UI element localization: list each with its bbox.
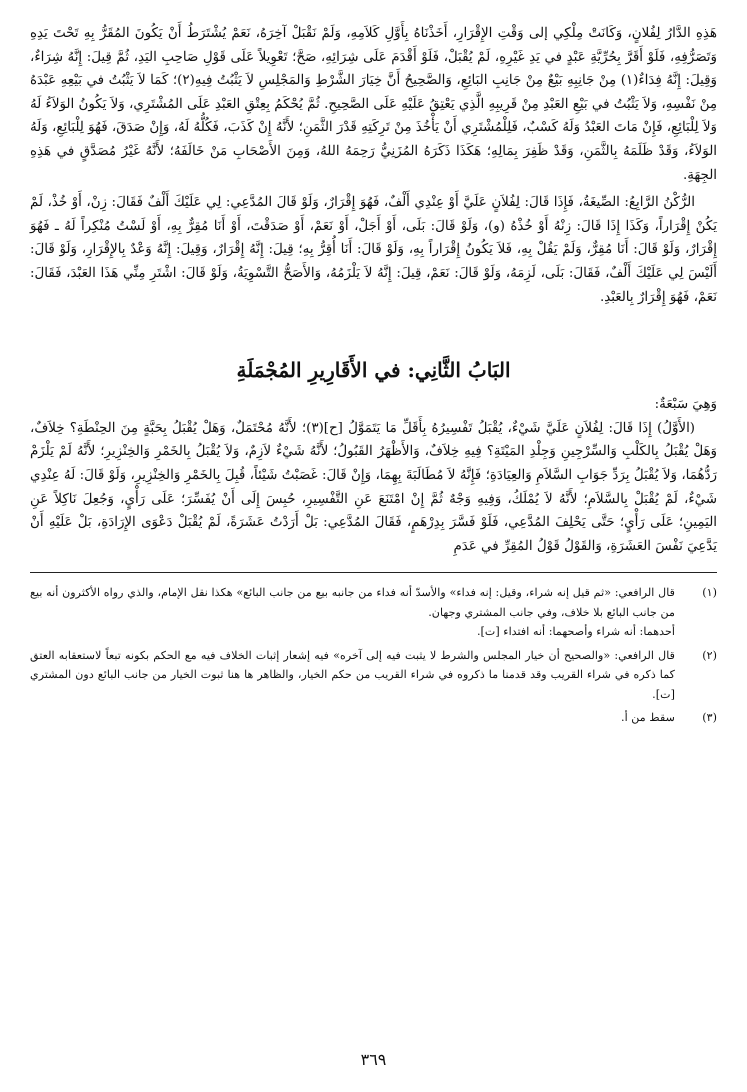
footnote-number: (١): [702, 586, 717, 600]
chapter-title: البَابُ الثَّانِي: في الأَقَارِيرِ المُجْمَلَةِ: [236, 358, 511, 383]
footnote-line: سقط من أ.: [621, 711, 675, 725]
footnote-2: [30, 646, 717, 705]
footnote-3: [30, 708, 717, 728]
footnote-number: (٢): [702, 648, 717, 662]
footnote-number: (٣): [702, 711, 717, 725]
footnote-divider: [30, 572, 717, 573]
main-text: [30, 22, 717, 309]
chapter-intro: وَهِيَ سَبْعَةٌ:: [654, 397, 717, 413]
footnote-line: قال الرافعي: «والصحيح أن خيار المجلس والشرط لا يثبت فيه إلى آخره» فيه إشعار إثبات الخلاف فيه مع الحكم بكونه تبعاً لاستعقابه العتق كما ذكره في شراء القريب وقد قدمنا ما ذكروه في شراء القريب من حكم الخيار، والظاهر ها هنا ثبوت الخيار من جانب البائع دون المشتري [ت].: [30, 648, 675, 701]
footnote-line: قال الرافعي: «ثم قيل إنه شراء، وقيل: إنه فداء» والأسدّ أنه فداء من جانبه بيع من جانب البائع» هكذا نقل الإمام، والذي رواه الأكثرون أنه بيع من جانب البائع بلا خلاف، وفي جانب المشتري وجهان.: [30, 586, 675, 619]
footnote-text: [30, 583, 675, 642]
section-first: [30, 417, 717, 559]
footnote-1: [30, 583, 717, 642]
section-paragraph: (الأَوَّلُ) إِذَا قَالَ: لِفُلاَنٍ عَلَيَّ شَيْءٌ، يُقْبَلُ تَفْسِيرُهُ بِأَقَلِّ مَا يَتَمَوَّلُ [ح](٣)؛ لأَنَّهُ مُحْتَمَلٌ، وَهَلْ يُقْبَلُ بِحَبَّةٍ مِنَ الحِنْطَةِ؟ خِلاَفٌ، وَهَلْ يُقْبَلُ بِالكَلْبِ وَالسِّرْجِينِ وَجِلْدِ المَيْتَةِ؟ فِيهِ خِلاَفٌ، وَالأَظْهَرُ القَبُولُ؛ لأَنَّهُ شَيْءٌ لاَزِمٌ، وَلاَ يُقْبَلُ بِالخَمْرِ وَالخِنْزِيرِ؛ لأَنَّهُ لَمْ يَلْزَمْ رَدُّهُمَا، وَلاَ يُقْبَلُ بِرَدِّ جَوَابِ السَّلاَمِ وَالعِيَادَةِ؛ فَإِنَّهُ لاَ مُطَالَبَةَ بِهِمَا، وَإِنْ قَالَ: غَصَبْتُ شَيْئاً، قُبِلَ بِالخَمْرِ وَالخِنْزِيرِ، وَلَوْ قَالَ: لَهُ عِنْدِي شَيْءٌ، لَمْ يُقْبَلْ بِالسَّلاَمِ؛ لأَنَّهُ لاَ يُمْلَكُ، وَفِيهِ وَجْهٌ ثُمَّ إِنْ امْتَنَعَ عَنِ التَّفْسِيرِ، حُبِسَ إِلَى أَنْ يُفَسِّرَ؛ عَلَى رَأْيٍ، وَجُعِلَ نَاكِلاً عَنِ اليَمِينِ؛ عَلَى رَأْيٍ؛ حَتَّى يَحْلِفَ المُدَّعِي، فَلَوْ فَسَّرَ بِدِرْهَمٍ، فَقَالَ المُدَّعِي: بَلْ أَرَدْتُ عَشَرَةً، لَمْ يُقْبَلْ دَعْوَى الإِرَادَةِ، بَلْ عَلَيْهِ أَنْ يَدَّعِيَ نَفْسَ العَشَرَةِ، وَالقَوْلُ قَوْلُ المُقِرِّ في عَدَمِ: [30, 420, 717, 554]
footnote-line: أحدهما: أنه شراء وأصحهما: أنه افتداء [ت].: [476, 625, 675, 639]
footnote-text: [30, 708, 675, 728]
paragraph-1: هَذِهِ الدَّارُ لِفُلانٍ، وَكَانَتْ مِلْكِي إلى وَقْتِ الإِقْرَارِ، أَخَذْنَاهُ بِأَوَّلِ كَلاَمِهِ، وَلَمْ نَقْبَلْ آخِرَهُ، نَعَمْ يُشْتَرَطُ أَنْ يَكُونَ المُقَرُّ بِهِ تَحْتَ يَدِهِ وَتَصَرُّفِهِ، فَلَوْ أَقَرَّ بِحُرِّيَّةِ عَبْدٍ في يَدِ غَيْرِهِ، لَمْ يُقْبَلْ، فَلَوْ أَقْدَمَ عَلَى شِرَائِهِ، صَحَّ؛ تَعْوِيلاً عَلَى قَوْلِ صَاحِبِ اليَدِ، ثُمَّ قِيلَ: إِنَّهُ شِرَاءٌ، وَقِيلَ: إِنَّهُ فِدَاءٌ(١) مِنْ جَانِبِهِ بَيْعٌ مِنْ جَانِبِ البَائِعِ، وَالصَّحِيحُ أَنَّ خِيَارَ الشَّرْطِ وَالمَجْلِسِ لاَ يَثْبُتُ فِيهِ(٢)؛ كَمَا لاَ يَثْبُتُ في بَيْعِهِ عَبْدَهُ مِنْ نَفْسِهِ، وَلاَ يَثْبُتُ في بَيْعِ العَبْدِ مِنْ قَرِيبِهِ الَّذِي يَعْتِقُ عَلَيْهِ عَلَى الصَّحِيحِ. ثُمَّ يُحْكَمُ بِعِتْقِ العَبْدِ عَلَى المُشْتَرِي، وَلاَ يَكُونُ الوَلاَءُ لَهُ وَلاَ لِلْبَائِعِ، فَإِنْ مَاتَ العَبْدُ وَلَهُ كَسْبٌ، فَلِلْمُشْتَرِي أَنْ يَأْخُذَ مِنْ تَرِكَتِهِ قَدْرَ الثَّمَنِ؛ لأَنَّهُ إِنْ كَذَبَ، فَكُلُّهُ لَهُ، وَإِنْ صَدَقَ، فَهُوَ لِلْبَائِعِ، وَلَهُ الوَلاَءُ، وَقَدْ ظَلَمَهُ بِالثَّمَنِ، وَقَدْ ظَفِرَ بِمَالِهِ؛ هَكَذَا ذَكَرَهُ المُزَنِيُّ رَحِمَهُ اللهُ، وَمِنَ الأَصْحَابِ مَنْ خَالَفَهُ؛ لأَنَّهُ غَيْرُ مُصَدَّقٍ في هَذِهِ الجِهَةِ.: [30, 26, 717, 183]
footnotes: [30, 583, 717, 728]
paragraph-2: الرُّكْنُ الرَّابِعُ: الصِّيغَةُ، فَإِذَا قَالَ: لِفُلاَنٍ عَلَيَّ أَوْ عِنْدِي أَلْفٌ، فَهُوَ إِقْرَارٌ، وَلَوْ قَالَ المُدَّعِي: لِي عَلَيْكَ أَلْفٌ فَقَالَ: زِنْ، أَوْ خُذْ، لَمْ يَكُنْ إِقْرَاراً، وَكَذَا إِذَا قَالَ: زِنْهُ أَوْ خُذْهُ (و)، وَلَوْ قَالَ: بَلَى، أَوْ أَجَلْ، أَوْ نَعَمْ، أَوْ صَدَقْتَ، أَوْ أَنَا مُقِرٌّ بِهِ، أَوْ لَسْتُ مُنْكِراً لَهُ ـ فَهُوَ إِقْرَارٌ، وَلَوْ قَالَ: أَنَا مُقِرٌّ، وَلَمْ يَقُلْ بِهِ، فَلاَ يَكُونُ إِقْرَاراً بِهِ، وَلَوْ قَالَ: أَنَا أُقِرُّ بِهِ؛ قِيلَ: إِنَّهُ إِقْرَارٌ، وَقِيلَ: إِنَّهُ وَعْدٌ بِالإِقْرَارِ، وَلَوْ قَالَ: أَلَيْسَ لِي عَلَيْكَ أَلْفٌ، فَقَالَ: بَلَى، لَزِمَهُ، وَلَوْ قَالَ: نَعَمْ، قِيلَ: إِنَّهُ لاَ يَلْزَمُهُ، وَالأَصَحُّ التَّسْوِيَةُ، وَلَوْ قَالَ: اشْتَرِ مِنِّي هَذَا العَبْدَ، فَقَالَ: نَعَمْ، فَهُوَ إِقْرَارٌ بِالعَبْدِ.: [30, 195, 717, 305]
page-number: ٣٦٩: [360, 1050, 387, 1069]
footnote-text: [30, 646, 675, 705]
